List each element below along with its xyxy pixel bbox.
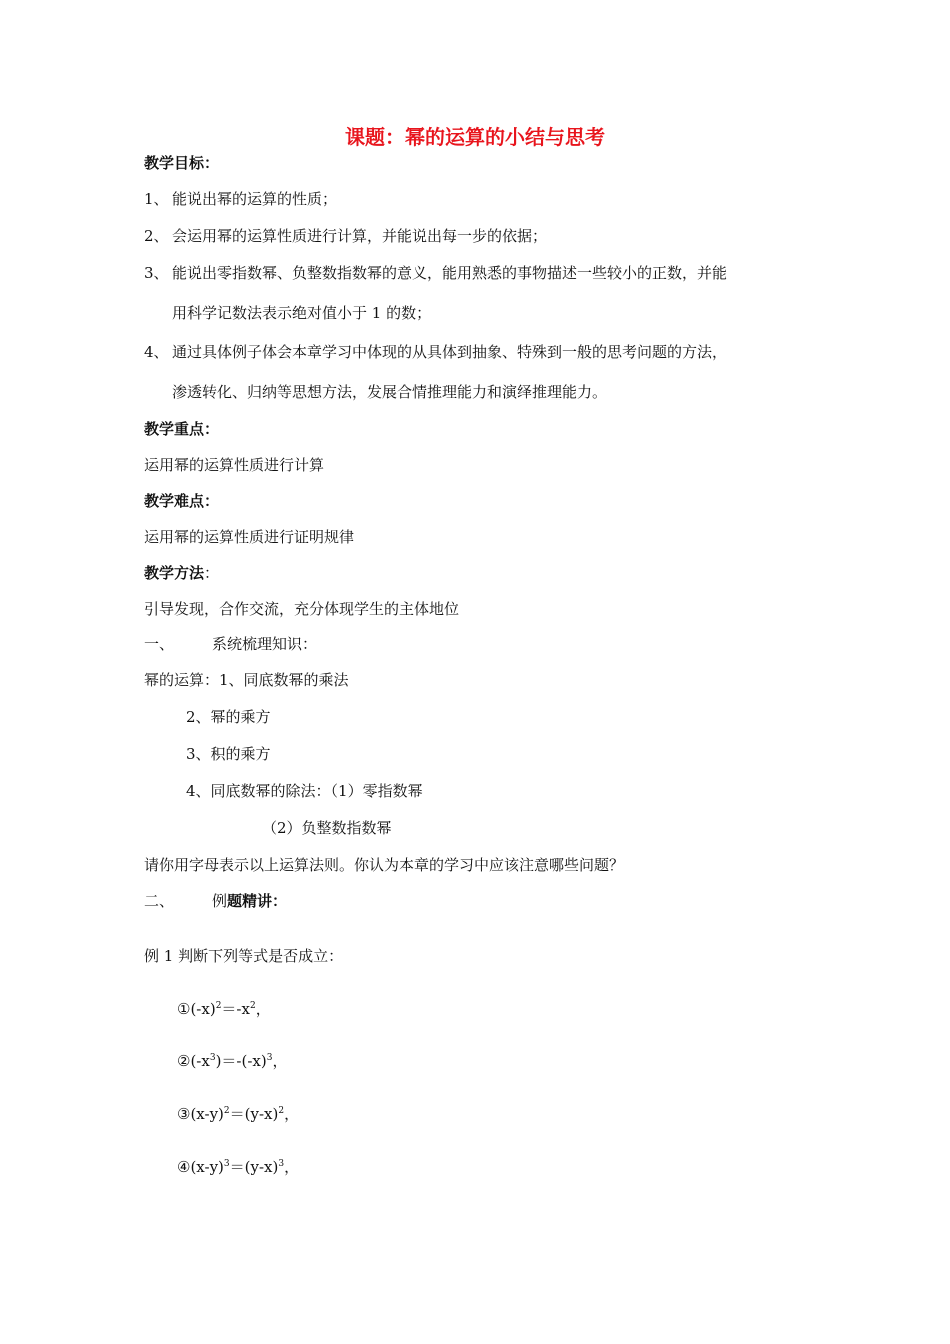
formula-item: $②(-x^3)=-(-x)^3$，: [177, 1052, 288, 1070]
formula-item: $③(x-y)^2=(y-x)^2$，: [177, 1105, 300, 1123]
objective-item: [144, 263, 727, 283]
method-colon: ：: [204, 564, 220, 582]
ops-line: 幂的运算：1、同底数幂的乘法: [144, 671, 349, 689]
key-text: 运用幂的运算性质进行计算: [144, 456, 325, 474]
objective-item: [144, 226, 547, 246]
method-text: 引导发现，合作交流，充分体现学生的主体地位: [144, 600, 460, 618]
objective-text: 能说出零指数幂、负整数指数幂的意义，能用熟悉的事物描述一些较小的正数，并能: [172, 264, 728, 282]
objective-text: 会运用幂的运算性质进行计算，并能说出每一步的依据；: [172, 227, 548, 245]
objective-continuation: 渗透转化、归纳等思想方法，发展合情推理能力和演绎推理能力。: [172, 383, 608, 401]
section2-title: 题精讲：: [227, 892, 288, 910]
objective-text: 能说出幂的运算的性质；: [172, 190, 338, 208]
question-text: 请你用字母表示以上运算法则。你认为本章的学习中应该注意哪些问题？: [144, 856, 625, 874]
method-heading-line: [144, 563, 219, 583]
ops-line: 4、同底数幂的除法：（1）零指数幂: [186, 782, 423, 800]
method-heading: 教学方法: [144, 564, 205, 582]
formula-item: $①(-x)^2=-x^2$，: [177, 1000, 271, 1018]
section1-heading: [144, 634, 317, 654]
page-title: 课题：幂的运算的小结与思考: [345, 125, 605, 149]
difficult-text: 运用幂的运算性质进行证明规律: [144, 528, 355, 546]
objective-number: 4、: [144, 343, 169, 361]
section2-heading: [144, 891, 287, 911]
section2-prefix: 例: [212, 892, 228, 910]
objective-item: [144, 342, 727, 362]
example1-text: 例 1 判断下列等式是否成立：: [144, 947, 344, 965]
objective-text: 通过具体例子体会本章学习中体现的从具体到抽象、特殊到一般的思考问题的方法，: [172, 343, 728, 361]
ops-line: （2）负整数指数幂: [262, 819, 392, 837]
objective-number: 3、: [144, 264, 169, 282]
difficult-heading: 教学难点：: [144, 492, 220, 510]
ops-line: 3、积的乘方: [186, 745, 271, 763]
objective-continuation: 用科学记数法表示绝对值小于 1 的数；: [172, 304, 432, 322]
objectives-heading: 教学目标：: [144, 154, 220, 172]
key-heading: 教学重点：: [144, 420, 220, 438]
section2-number: 二、: [144, 892, 175, 910]
objective-number: 2、: [144, 227, 169, 245]
section1-title: 系统梳理知识：: [212, 635, 318, 653]
objective-number: 1、: [144, 190, 169, 208]
section1-number: 一、: [144, 635, 175, 653]
objective-item: [144, 189, 337, 209]
ops-line: 2、幂的乘方: [186, 708, 271, 726]
formula-item: $④(x-y)^3=(y-x)^3$，: [177, 1158, 300, 1176]
